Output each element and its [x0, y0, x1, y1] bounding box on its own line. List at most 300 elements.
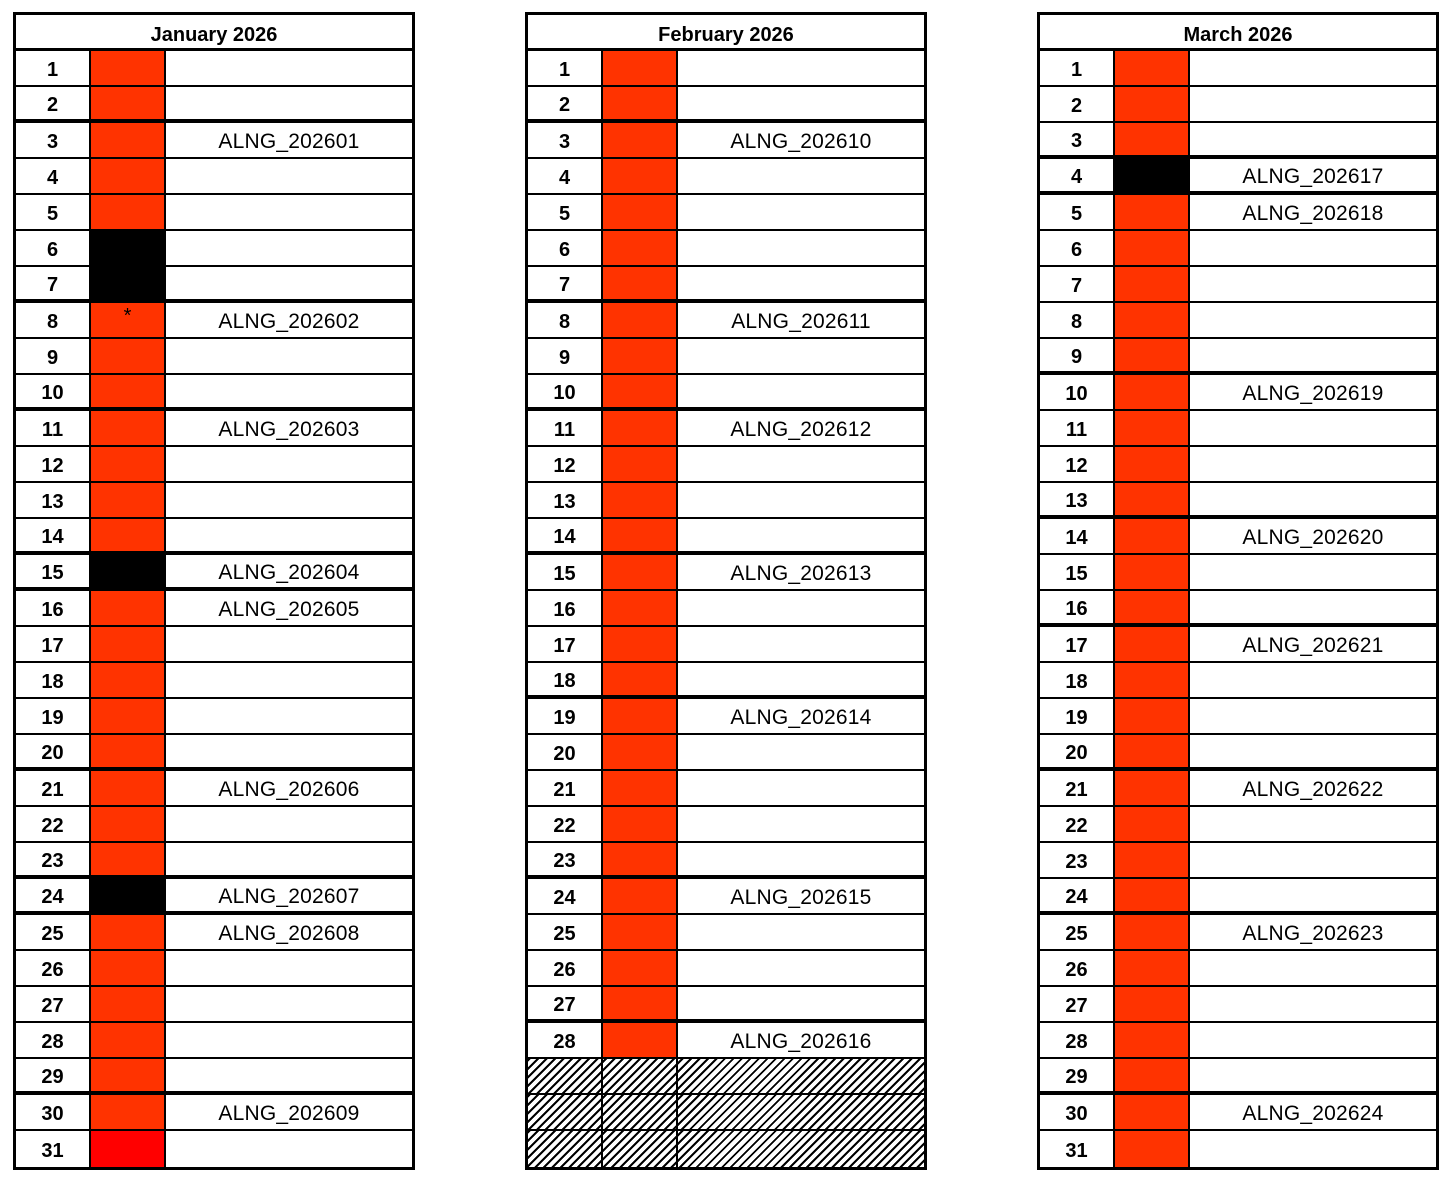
day-status-cell	[91, 807, 166, 841]
day-code	[678, 483, 924, 517]
day-row	[1040, 1023, 1436, 1059]
day-row	[16, 483, 412, 519]
day-number: 15	[528, 555, 603, 589]
day-number: 18	[16, 663, 91, 697]
day-code	[678, 591, 924, 625]
day-row	[1040, 123, 1436, 159]
day-number: 21	[16, 771, 91, 805]
day-code	[166, 447, 412, 481]
day-number: 22	[528, 807, 603, 841]
day-code	[1190, 123, 1436, 155]
day-row	[16, 555, 412, 591]
day-number: 26	[528, 951, 603, 985]
day-code: ALNG_202607	[218, 885, 360, 908]
day-number: 13	[16, 483, 91, 517]
day-code	[166, 375, 412, 407]
day-status-cell	[603, 231, 678, 265]
day-code: ALNG_202601	[218, 130, 360, 153]
day-code	[166, 807, 412, 841]
day-number: 13	[528, 483, 603, 517]
asterisk-mark: *	[123, 305, 132, 327]
day-code	[678, 87, 924, 119]
day-number: 26	[1040, 951, 1115, 985]
day-status-cell	[91, 51, 166, 85]
day-row	[528, 231, 924, 267]
day-code: ALNG_202619	[1242, 382, 1384, 405]
day-row	[16, 447, 412, 483]
day-status-cell	[603, 1131, 678, 1167]
day-row	[16, 231, 412, 267]
day-status-cell	[1115, 735, 1190, 767]
day-number: 10	[16, 375, 91, 407]
day-number: 5	[528, 195, 603, 229]
day-row	[1040, 735, 1436, 771]
day-code: ALNG_202608	[218, 922, 360, 945]
day-code	[166, 987, 412, 1021]
day-row	[528, 1023, 924, 1059]
day-status-cell	[603, 591, 678, 625]
day-code	[166, 339, 412, 373]
day-code	[166, 699, 412, 733]
day-number	[528, 1131, 603, 1167]
day-status-cell	[91, 375, 166, 407]
day-code	[678, 843, 924, 875]
day-row	[16, 1095, 412, 1131]
day-row	[1040, 447, 1436, 483]
day-rows	[528, 51, 924, 1167]
day-number: 12	[528, 447, 603, 481]
day-row	[16, 843, 412, 879]
day-row	[16, 339, 412, 375]
day-status-cell	[1115, 519, 1190, 553]
day-code: ALNG_202615	[730, 886, 872, 909]
day-row	[1040, 663, 1436, 699]
day-number: 2	[528, 87, 603, 119]
month-title: March 2026	[1040, 15, 1436, 51]
day-code	[1190, 735, 1436, 767]
day-number: 8	[16, 303, 91, 337]
day-row	[16, 771, 412, 807]
day-status-cell	[603, 159, 678, 193]
day-code	[678, 1059, 924, 1093]
day-code	[678, 951, 924, 985]
day-number: 11	[528, 411, 603, 445]
day-status-cell	[91, 555, 166, 587]
day-status-cell	[1115, 447, 1190, 481]
day-code: ALNG_202606	[218, 778, 360, 801]
month-calendar-march	[1037, 12, 1439, 1170]
day-status-cell	[91, 1023, 166, 1057]
day-status-cell	[91, 195, 166, 229]
day-code	[166, 267, 412, 299]
day-code	[678, 771, 924, 805]
day-row	[16, 699, 412, 735]
day-number: 9	[16, 339, 91, 373]
day-row	[528, 303, 924, 339]
day-code	[678, 519, 924, 551]
day-status-cell	[1115, 51, 1190, 85]
day-status-cell	[91, 267, 166, 299]
day-row	[528, 807, 924, 843]
day-row	[16, 1059, 412, 1095]
day-code	[166, 195, 412, 229]
day-status-cell	[91, 951, 166, 985]
day-row	[16, 1023, 412, 1059]
day-row	[16, 879, 412, 915]
day-code	[166, 735, 412, 767]
day-status-cell	[603, 951, 678, 985]
day-number: 28	[528, 1023, 603, 1057]
day-code: ALNG_202603	[218, 418, 360, 441]
day-status-cell	[603, 375, 678, 407]
day-row	[528, 267, 924, 303]
day-code: ALNG_202621	[1242, 634, 1384, 657]
day-status-cell	[1115, 699, 1190, 733]
day-status-cell	[603, 771, 678, 805]
day-code	[678, 375, 924, 407]
day-row	[1040, 303, 1436, 339]
day-number: 31	[16, 1131, 91, 1167]
day-code	[678, 987, 924, 1019]
day-number: 4	[1040, 159, 1115, 191]
day-number: 17	[16, 627, 91, 661]
day-number: 25	[16, 915, 91, 949]
day-status-cell	[1115, 915, 1190, 949]
day-number: 31	[1040, 1131, 1115, 1167]
day-code: ALNG_202616	[730, 1030, 872, 1053]
day-status-cell	[603, 915, 678, 949]
day-row	[16, 411, 412, 447]
day-row	[16, 1131, 412, 1167]
day-code	[1190, 87, 1436, 121]
day-status-cell	[1115, 339, 1190, 371]
day-number: 9	[528, 339, 603, 373]
day-code	[678, 915, 924, 949]
day-code: ALNG_202624	[1242, 1102, 1384, 1125]
day-code: ALNG_202623	[1242, 922, 1384, 945]
day-number: 30	[16, 1095, 91, 1129]
day-status-cell	[91, 735, 166, 767]
day-row	[1040, 483, 1436, 519]
day-row	[528, 915, 924, 951]
day-code	[1190, 267, 1436, 301]
day-row	[1040, 1059, 1436, 1095]
day-status-cell	[1115, 627, 1190, 661]
day-status-cell	[603, 1059, 678, 1093]
day-code	[1190, 555, 1436, 589]
day-number: 6	[528, 231, 603, 265]
day-row	[528, 555, 924, 591]
day-code	[1190, 591, 1436, 623]
day-code	[1190, 699, 1436, 733]
day-number: 21	[1040, 771, 1115, 805]
day-row	[16, 987, 412, 1023]
day-status-cell	[91, 771, 166, 805]
day-code	[1190, 807, 1436, 841]
day-row	[1040, 195, 1436, 231]
day-row	[528, 663, 924, 699]
day-number: 23	[1040, 843, 1115, 877]
day-row	[16, 807, 412, 843]
day-row	[16, 267, 412, 303]
day-row	[528, 1059, 924, 1095]
day-status-cell	[603, 339, 678, 373]
day-number: 27	[1040, 987, 1115, 1021]
day-row	[16, 519, 412, 555]
day-status-cell	[91, 123, 166, 157]
day-row	[1040, 1095, 1436, 1131]
day-status-cell	[1115, 411, 1190, 445]
day-row	[1040, 627, 1436, 663]
day-number: 23	[16, 843, 91, 875]
day-row	[16, 951, 412, 987]
day-rows	[16, 51, 412, 1167]
day-status-cell	[91, 1095, 166, 1129]
day-status-cell	[603, 735, 678, 769]
day-status-cell	[91, 231, 166, 265]
day-code: ALNG_202622	[1242, 778, 1384, 801]
day-status-cell	[91, 591, 166, 625]
day-code	[678, 159, 924, 193]
day-code	[166, 51, 412, 85]
day-code	[1190, 663, 1436, 697]
day-number: 20	[1040, 735, 1115, 767]
day-row	[1040, 519, 1436, 555]
month-calendar-january	[13, 12, 415, 1170]
day-number: 28	[16, 1023, 91, 1057]
day-row	[1040, 87, 1436, 123]
day-status-cell	[603, 303, 678, 337]
day-status-cell	[603, 123, 678, 157]
day-number: 2	[1040, 87, 1115, 121]
day-row	[1040, 771, 1436, 807]
day-number	[528, 1095, 603, 1129]
day-code: ALNG_202614	[730, 706, 872, 729]
day-code	[1190, 303, 1436, 337]
day-status-cell	[1115, 987, 1190, 1021]
day-row	[16, 735, 412, 771]
day-status-cell	[91, 915, 166, 949]
day-code	[1190, 231, 1436, 265]
day-number: 6	[1040, 231, 1115, 265]
day-number: 5	[16, 195, 91, 229]
day-number: 29	[1040, 1059, 1115, 1091]
month-title: February 2026	[528, 15, 924, 51]
day-status-cell	[1115, 591, 1190, 623]
day-status-cell	[603, 267, 678, 299]
day-code	[678, 51, 924, 85]
day-code	[678, 663, 924, 695]
day-row	[528, 519, 924, 555]
day-row	[1040, 555, 1436, 591]
day-code	[678, 339, 924, 373]
day-code	[678, 1095, 924, 1129]
day-row	[16, 87, 412, 123]
day-status-cell	[91, 411, 166, 445]
day-number: 1	[16, 51, 91, 85]
day-status-cell	[603, 879, 678, 913]
day-status-cell	[603, 1095, 678, 1129]
day-row	[528, 447, 924, 483]
day-status-cell	[603, 807, 678, 841]
day-status-cell	[1115, 879, 1190, 911]
day-code	[166, 1059, 412, 1091]
day-number: 24	[16, 879, 91, 911]
day-code	[166, 231, 412, 265]
day-status-cell	[1115, 195, 1190, 229]
day-number: 7	[1040, 267, 1115, 301]
day-number: 28	[1040, 1023, 1115, 1057]
day-code	[678, 267, 924, 299]
day-row	[1040, 411, 1436, 447]
day-code	[166, 951, 412, 985]
day-number: 12	[16, 447, 91, 481]
day-row	[16, 375, 412, 411]
day-row	[528, 123, 924, 159]
day-status-cell	[91, 339, 166, 373]
day-status-cell	[91, 1131, 166, 1167]
day-row	[528, 843, 924, 879]
day-number: 15	[1040, 555, 1115, 589]
day-row	[528, 951, 924, 987]
day-code: ALNG_202617	[1242, 165, 1384, 188]
day-code	[166, 159, 412, 193]
day-row	[528, 483, 924, 519]
day-number: 27	[528, 987, 603, 1019]
day-number: 19	[1040, 699, 1115, 733]
day-number: 8	[528, 303, 603, 337]
day-code: ALNG_202620	[1242, 526, 1384, 549]
day-row	[528, 195, 924, 231]
day-number: 15	[16, 555, 91, 587]
day-status-cell	[603, 1023, 678, 1057]
day-number: 14	[16, 519, 91, 551]
day-number: 7	[528, 267, 603, 299]
day-row	[16, 303, 412, 339]
day-number: 11	[1040, 411, 1115, 445]
day-row	[528, 1131, 924, 1167]
day-code	[1190, 1023, 1436, 1057]
day-row	[1040, 267, 1436, 303]
day-status-cell	[1115, 87, 1190, 121]
day-status-cell	[1115, 951, 1190, 985]
day-status-cell	[1115, 1059, 1190, 1091]
day-status-cell	[603, 627, 678, 661]
day-number: 20	[16, 735, 91, 767]
day-status-cell	[603, 555, 678, 589]
day-status-cell	[91, 87, 166, 119]
day-code: ALNG_202605	[218, 598, 360, 621]
day-status-cell	[603, 699, 678, 733]
day-row	[1040, 843, 1436, 879]
day-status-cell	[91, 1059, 166, 1091]
day-code: ALNG_202604	[218, 561, 360, 584]
day-number: 25	[528, 915, 603, 949]
day-number: 5	[1040, 195, 1115, 229]
day-code	[1190, 483, 1436, 515]
day-row	[1040, 915, 1436, 951]
day-row	[1040, 591, 1436, 627]
day-code	[166, 519, 412, 551]
day-number: 25	[1040, 915, 1115, 949]
day-number: 29	[16, 1059, 91, 1091]
day-status-cell	[1115, 231, 1190, 265]
day-row	[16, 123, 412, 159]
day-number: 13	[1040, 483, 1115, 515]
day-number: 26	[16, 951, 91, 985]
day-code	[1190, 447, 1436, 481]
day-status-cell	[1115, 123, 1190, 155]
day-status-cell	[1115, 771, 1190, 805]
day-code	[1190, 51, 1436, 85]
day-code	[678, 627, 924, 661]
day-number: 3	[16, 123, 91, 157]
day-code	[678, 231, 924, 265]
day-number: 10	[1040, 375, 1115, 409]
day-number: 1	[1040, 51, 1115, 85]
day-code	[1190, 987, 1436, 1021]
day-row	[528, 51, 924, 87]
day-number: 8	[1040, 303, 1115, 337]
day-row	[528, 339, 924, 375]
day-status-cell	[1115, 843, 1190, 877]
day-row	[16, 591, 412, 627]
day-code: ALNG_202610	[730, 130, 872, 153]
day-code: ALNG_202609	[218, 1102, 360, 1125]
day-number: 9	[1040, 339, 1115, 371]
day-status-cell	[603, 987, 678, 1019]
day-status-cell	[91, 987, 166, 1021]
day-number: 30	[1040, 1095, 1115, 1129]
month-title: January 2026	[16, 15, 412, 51]
day-code	[1190, 339, 1436, 371]
day-code	[1190, 411, 1436, 445]
day-status-cell	[603, 663, 678, 695]
day-status-cell	[1115, 1023, 1190, 1057]
day-code	[166, 663, 412, 697]
day-row	[16, 915, 412, 951]
day-number: 19	[16, 699, 91, 733]
day-row	[1040, 375, 1436, 411]
day-status-cell	[91, 447, 166, 481]
day-number: 22	[16, 807, 91, 841]
day-number: 21	[528, 771, 603, 805]
day-code	[1190, 843, 1436, 877]
day-code: ALNG_202618	[1242, 202, 1384, 225]
day-number: 24	[1040, 879, 1115, 911]
day-code	[678, 447, 924, 481]
day-status-cell	[91, 627, 166, 661]
day-code	[678, 807, 924, 841]
day-number: 16	[16, 591, 91, 625]
day-status-cell	[1115, 663, 1190, 697]
day-row	[16, 159, 412, 195]
month-calendar-february	[525, 12, 927, 1170]
day-code	[678, 1131, 924, 1167]
day-number: 16	[1040, 591, 1115, 623]
day-status-cell	[603, 483, 678, 517]
day-row	[528, 1095, 924, 1131]
day-status-cell	[1115, 807, 1190, 841]
day-number: 7	[16, 267, 91, 299]
day-status-cell	[91, 879, 166, 911]
day-status-cell	[1115, 483, 1190, 515]
day-status-cell	[603, 447, 678, 481]
day-code	[678, 195, 924, 229]
day-status-cell	[1115, 303, 1190, 337]
day-row	[1040, 879, 1436, 915]
day-row	[528, 879, 924, 915]
